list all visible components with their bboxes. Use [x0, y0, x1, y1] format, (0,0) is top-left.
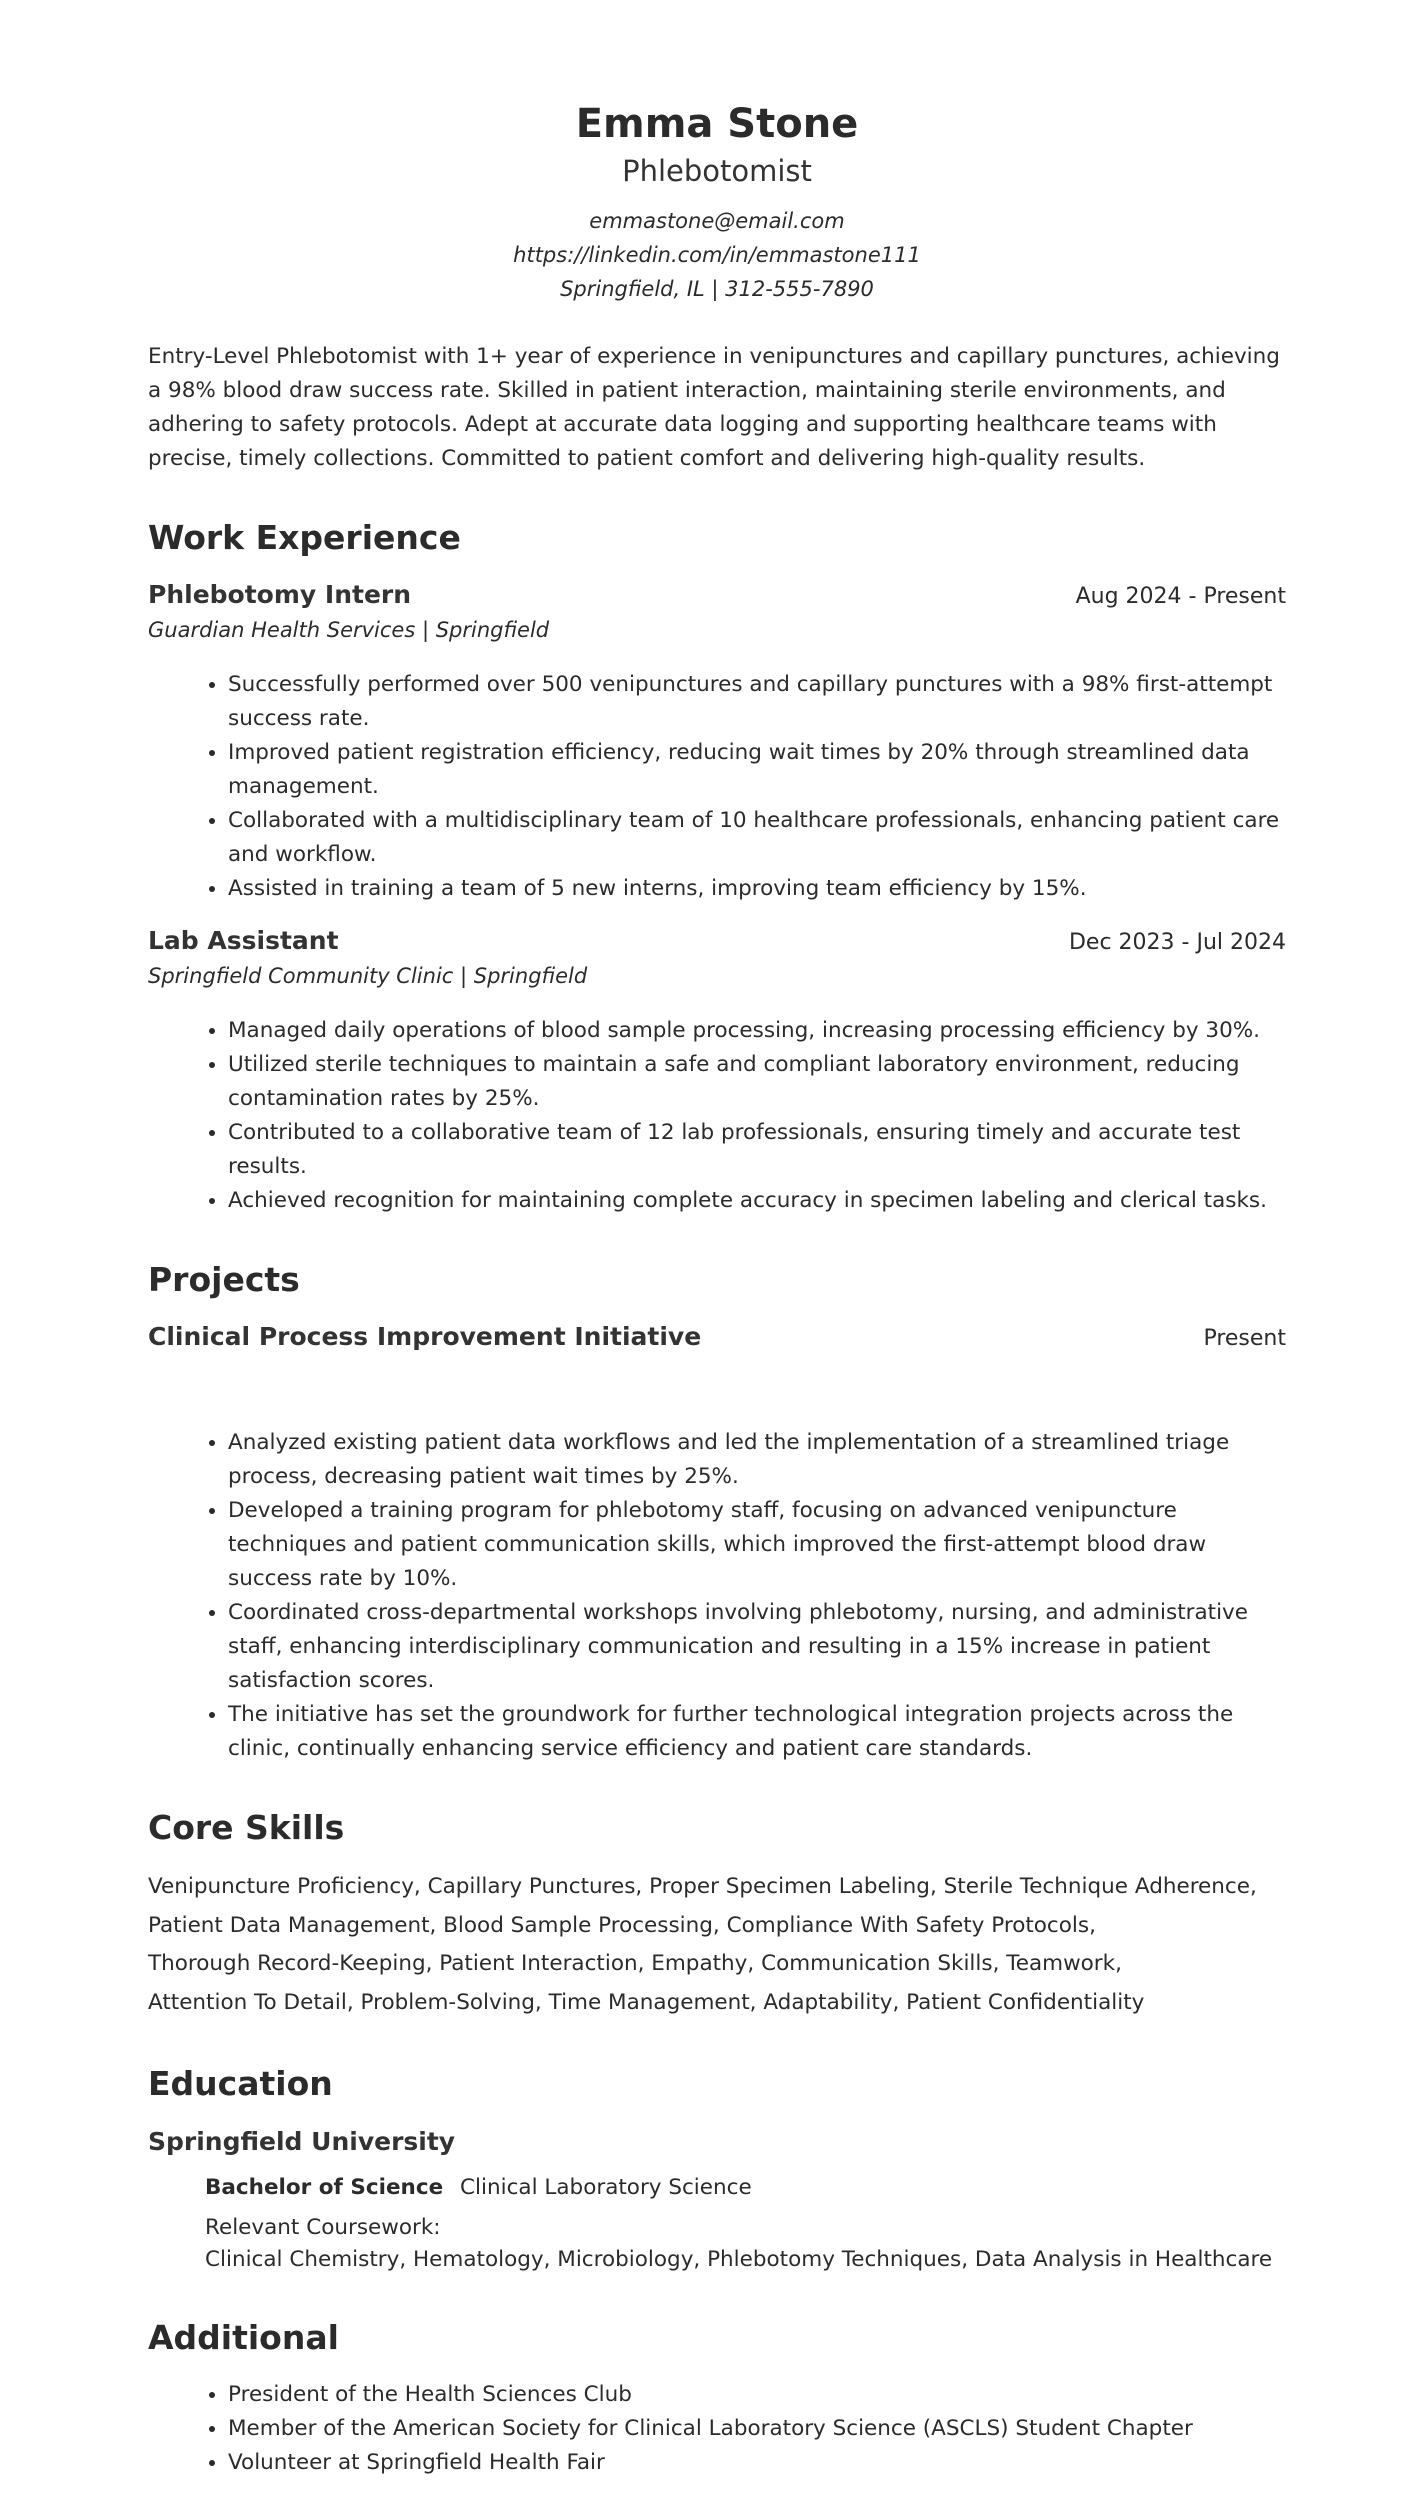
bullet-item: • Successfully performed over 500 venipunctures and capillary punctures with a 98% first-attempt success rate.	[228, 668, 1286, 736]
candidate-role: Phlebotomist	[622, 154, 812, 188]
job-title: Phlebotomy Intern	[148, 580, 412, 609]
section-title-skills: Core Skills	[148, 1808, 345, 1847]
bullet-item: • Utilized sterile techniques to maintain a safe and compliant laboratory environment, reducing contamination rates by 25%.	[228, 1048, 1286, 1116]
bullet-item: • Assisted in training a team of 5 new interns, improving team efficiency by 15%.	[228, 872, 1286, 906]
section-title-additional: Additional	[148, 2318, 339, 2357]
skills-list	[148, 1868, 1286, 2022]
projects-section	[148, 1258, 1286, 1766]
job-date: Dec 2023 - Jul 2024	[1068, 930, 1286, 955]
degree-name: Bachelor of Science	[205, 2175, 444, 2200]
job-entry	[148, 924, 1286, 1218]
skills-line: Venipuncture Proficiency, Capillary Punctures, Proper Specimen Labeling, Sterile Technique Adherence,	[148, 1874, 1257, 1899]
section-title-projects: Projects	[148, 1260, 300, 1299]
linkedin-text: https://linkedin.com/in/emmastone111	[513, 243, 921, 267]
education-section	[148, 2062, 1286, 2276]
skills-line: Attention To Detail, Problem-Solving, Time Management, Adaptability, Patient Confidentiality	[148, 1989, 1145, 2015]
bullet-item: • The initiative has set the groundwork for further technological integration projects across the clinic, continually enhancing service efficiency and patient care standards.	[228, 1698, 1286, 1766]
bullet-item: • Member of the American Society for Clinical Laboratory Science (ASCLS) Student Chapter	[228, 2412, 1286, 2446]
project-title: Clinical Process Improvement Initiative	[148, 1322, 702, 1351]
bullet-item: • Managed daily operations of blood sample processing, increasing processing efficiency by 30%.	[228, 1014, 1286, 1048]
additional-bullets	[148, 2378, 1286, 2480]
candidate-name: Emma Stone	[575, 101, 859, 147]
bullet-item: • Collaborated with a multidisciplinary team of 10 healthcare professionals, enhancing patient care and workflow.	[228, 804, 1286, 872]
bullet-item: • Coordinated cross-departmental workshops involving phlebotomy, nursing, and administrative staff, enhancing interdisciplinary communication and resulting in a 15% increase in patient satisfaction scores.	[228, 1596, 1286, 1698]
coursework-list: Clinical Chemistry, Hematology, Microbiology, Phlebotomy Techniques, Data Analysis in Healthcare	[205, 2247, 1273, 2272]
bullet-item: • President of the Health Sciences Club	[228, 2378, 1286, 2412]
job-employer: Springfield Community Clinic | Springfield	[148, 964, 588, 988]
project-entry	[148, 1320, 1286, 1766]
section-title-education: Education	[148, 2064, 333, 2103]
additional-section	[148, 2316, 1286, 2480]
bullet-item: • Developed a training program for phlebotomy staff, focusing on advanced venipuncture techniques and patient communication skills, which improved the first-attempt blood draw success rate by 10%.	[228, 1494, 1286, 1596]
project-bullets	[148, 1426, 1286, 1766]
email-text: emmastone@email.com	[589, 209, 845, 233]
bullet-item: • Analyzed existing patient data workflows and led the implementation of a streamlined triage process, decreasing patient wait times by 25%.	[228, 1426, 1286, 1494]
summary-paragraph: Entry-Level Phlebotomist with 1+ year of experience in venipunctures and capillary punctures, achieving a 98% blood draw success rate. Skilled in patient interaction, maintaining sterile environments, and adhering to safety protocols. Adept at accurate data logging and supporting healthcare teams with precise, timely collections. Committed to patient comfort and delivering high-quality results.	[148, 344, 1280, 471]
job-employer: Guardian Health Services | Springfield	[148, 618, 550, 642]
location-phone-text: Springfield, IL | 312-555-7890	[560, 277, 874, 301]
job-title: Lab Assistant	[148, 926, 339, 955]
job-bullets	[148, 668, 1286, 906]
work-section	[148, 516, 1286, 1218]
bullet-item: • Achieved recognition for maintaining complete accuracy in specimen labeling and clerical tasks.	[228, 1184, 1286, 1218]
education-details	[148, 2172, 1286, 2276]
job-bullets	[148, 1014, 1286, 1218]
project-date: Present	[1203, 1326, 1286, 1351]
school-name: Springfield University	[148, 2127, 456, 2156]
resume-page	[148, 96, 1286, 2496]
job-date: Aug 2024 - Present	[1075, 584, 1286, 609]
resume-header	[148, 96, 1286, 306]
bullet-item: • Contributed to a collaborative team of 12 lab professionals, ensuring timely and accurate test results.	[228, 1116, 1286, 1184]
bullet-item: • Volunteer at Springfield Health Fair	[228, 2446, 1286, 2480]
skills-line: Patient Data Management, Blood Sample Processing, Compliance With Safety Protocols,	[148, 1912, 1096, 1938]
skills-line: Thorough Record-Keeping, Patient Interaction, Empathy, Communication Skills, Teamwork,	[148, 1951, 1122, 1976]
degree-field: Clinical Laboratory Science	[460, 2175, 752, 2200]
coursework-label: Relevant Coursework:	[205, 2215, 441, 2240]
job-entry	[148, 578, 1286, 906]
bullet-item: • Improved patient registration efficiency, reducing wait times by 20% through streamlined data management.	[228, 736, 1286, 804]
section-title-work: Work Experience	[148, 518, 461, 557]
skills-section	[148, 1806, 1286, 2022]
